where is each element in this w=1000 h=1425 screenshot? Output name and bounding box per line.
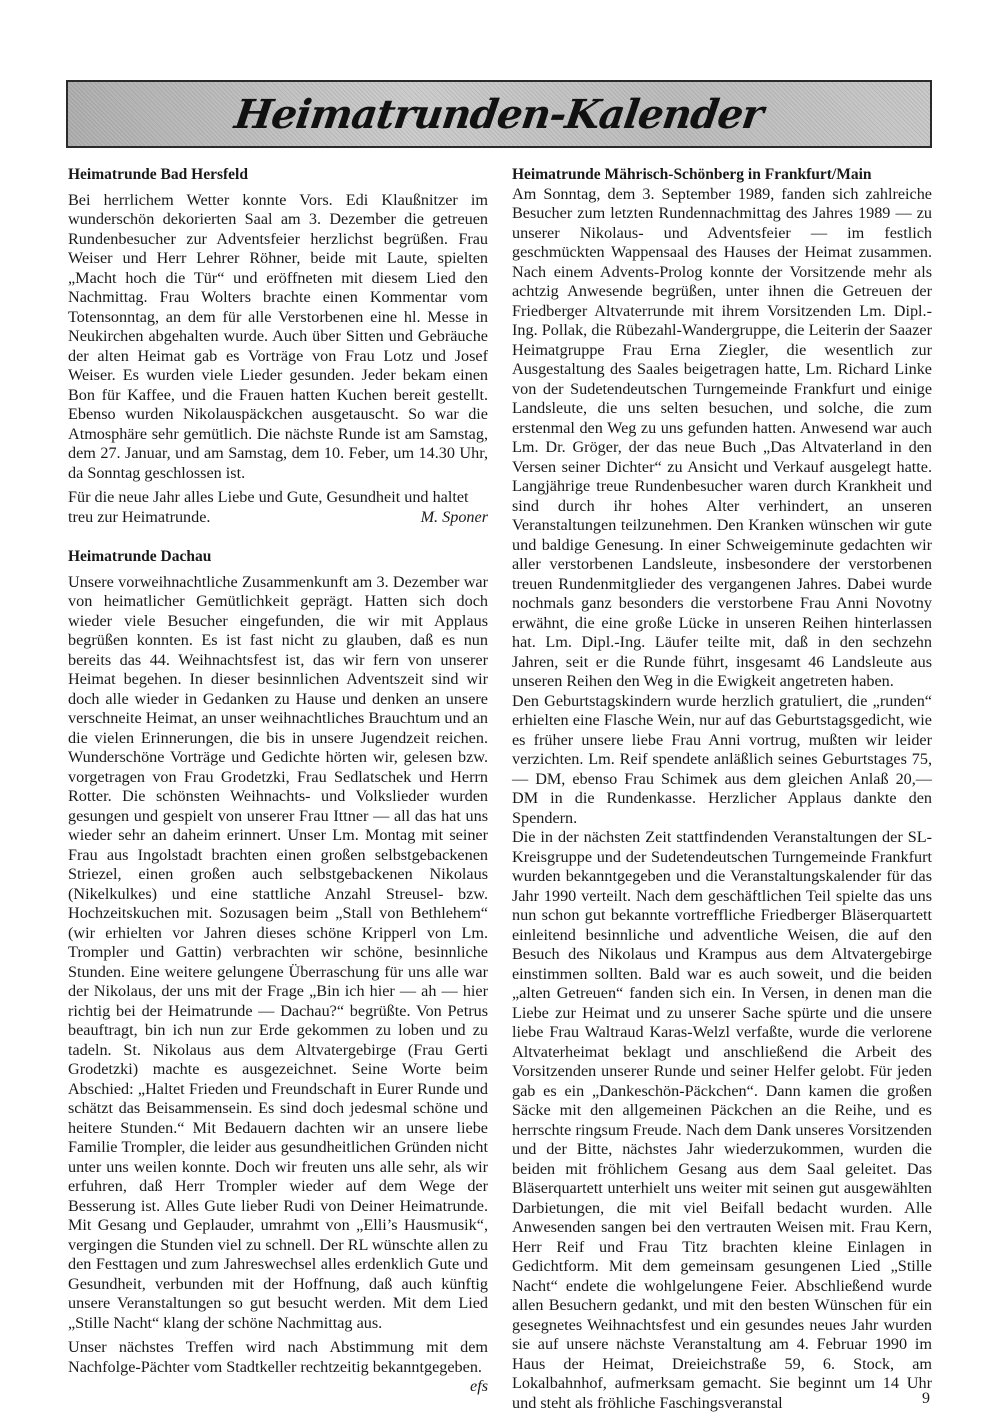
article-heading: Heimatrunde Bad Hersfeld <box>68 166 248 183</box>
article-dachau <box>68 547 488 1397</box>
right-column <box>512 165 932 1413</box>
article-paragraph: Unser nächstes Treffen wird nach Abstimmung mit dem Nachfolge-Pächter vom Stadtkeller rechtzeitig bekanntgegeben. <box>68 1338 488 1376</box>
article-paragraph: Den Geburtstagskindern wurde herzlich gratuliert, die „runden“ erhielten eine Flasche Wein, nur auf das Geburtstagsgedicht, wie es früher unsere liebe Frau Anni vortrug, mußten wir leider verzichten. Lm. Reif spendete anläßlich seines Geburtstages 75,— DM, ebenso Frau Schimek aus dem gleichen Anlaß 20,— DM in die Rundenkasse. Herzlicher Applaus dankte den Spendern. <box>512 691 932 827</box>
author-signature: efs <box>470 1377 488 1395</box>
article-paragraph: Die in der nächsten Zeit stattfindenden Veranstaltungen der SL-Kreisgruppe und der Sudetendeutschen Turngemeinde Frankfurt wurden bekanntgegeben und die Veranstaltungskalender für das Jahr 1990 verteilt. Nach dem geschäftlichen Teil spielte das uns nun schon gut bekannte vortreffliche Friedberger Bläserquartett einleitend besinnliche und adventliche Weisen, die auf den Besuch des Nikolaus und Krampus aus dem Altvatergebirge einstimmen sollten. Bald war es auch soweit, und die beiden „alten Getreuen“ fanden sich ein. In Versen, in denen man die Liebe zur Heimat und zu unserer Sache spürte und die unsere liebe Frau Waltraud Karas-Welzl verfaßte, wurde die verlorene Altvaterheimat beklagt und anschließend die Arbeit des Vorsitzenden unserer Runde und seiner Helfer gelobt. Für jeden gab es ein „Dankeschön-Päckchen“. Dann kamen die großen Säcke mit den allgemeinen Päckchen an die Reihe, und es herrschte ringsum Freude. Nach dem Dank unseres Vorsitzenden und der Bitte, nächstes Jahr wiederzukommen, wurden die beiden mit fröhlichem Gesang aus dem Saal geleitet. Das Bläserquartett unterhielt uns weiter mit seinen gut ausgewählten Darbietungen, die mit viel Beifall bedacht wurden. Alle Anwesenden sangen bei den vertrauten Weisen mit. Frau Kern, Herr Reif und Frau Titz brachten kleine Einlagen in Gedichtform. Mit dem gemeinsam gesungenen Lied „Stille Nacht“ endete die wohlgelungene Feier. Abschließend wurde allen Besuchern gedankt, und mit den besten Wünschen für ein gesegnetes Weihnachtsfest und ein gesundes neues Jahr wurden sie auf unsere nächste Veranstaltung am 4. Februar 1990 im Haus der Heimat, Dreieichstraße 59, 6. Stock, am Lokalbahnhof, aufmerksam gemacht. Sie beginnt um 14 Uhr und steht als fröhliche Faschingsveranstal <box>512 828 932 1412</box>
article-paragraph: Unsere vorweihnachtliche Zusammenkunft am 3. Dezember war von heimatlicher Gemütlichkeit geprägt. Hatten sich doch wieder viele Besucher eingefunden, die wir mit Applaus begrüßen konnten. Es ist fast nicht zu glauben, daß es nun bereits das 44. Weihnachtsfest ist, das wir fern von unserer Heimat begehen. In dieser besinnlichen Adventszeit sind wir doch alle wieder in Gedanken zu Hause und denken an unsere verschneite Heimat, an unser weihnachtliches Brauchtum und an die vielen Erinnerungen, die bis in unsere Jugendzeit reichen. Wunderschöne Vorträge und Gedichte hörten wir, gelesen bzw. vorgetragen von Frau Grodetzki, Frau Sedlatschek und Herrn Rotter. Die schönsten Weihnachts- und Volkslieder wurden gesungen und gespielt von unserer Frau Ittner — all das hat uns wieder sehr an daheim erinnert. Unser Lm. Montag mit seiner Frau aus Ingolstadt brachten einen großen selbstgebackenen Striezel, einen großen auch selbstgebackenen Nikolaus (Nikelkulkes) und eine stattliche Anzahl Streusel- bzw. Hochzeitskuchen mit. Sozusagen beim „Stall von Bethlehem“ (wir erhielten vor Jahren dieses schöne Kripperl von Lm. Trompler und Gattin) verbrachten wir schöne, besinnliche Stunden. Eine weitere gelungene Überraschung für uns alle war der Nikolaus, der uns mit der Frage „Bin ich hier — ah — hier richtig bei der Heimatrunde — Dachau?“ begrüßte. Von Petrus beauftragt, bin ich nun zur Erde gekommen zu loben und zu tadeln. St. Nikolaus aus dem Altvatergebirge (Frau Gerti Grodetzki) machte es ausgezeichnet. Seine Worte beim Abschied: „Haltet Frieden und Freundschaft in Eurer Runde und schätzt das Beisammensein. Es sind doch jedesmal schöne und heitere Stunden.“ Mit Bedauern dachten wir an unsere liebe Familie Trompler, die leider aus gesundheitlichen Gründen nicht unter uns weilen konnte. Doch wir freuten uns alle sehr, als wir erfuhren, daß Herr Trompler wieder auf dem Wege der Besserung ist. Alles Gute lieber Rudi von Deiner Heimatrunde. Mit Gesang und Geplauder, umrahmt von „Elli’s Hausmusik“, vergingen die Stunden viel zu schnell. Der RL wünschte allen zu den Festtagen und zum Jahreswechsel alles erdenklich Gute und Gesundheit, verbunden mit der Hoffnung, daß auch künftig unsere Veranstaltungen so gut besucht werden. Mit dem Lied „Stille Nacht“ klang der schöne Nachmittag aus. <box>68 572 488 1332</box>
article-paragraph: Für die neue Jahr alles Liebe und Gute, Gesundheit und haltet <box>68 488 469 506</box>
closing-line: treu zur Heimatrunde. <box>68 507 211 526</box>
article-maehrisch-schoenberg <box>512 165 932 1413</box>
article-paragraph: Bei herrlichem Wetter konnte Vors. Edi Klaußnitzer im wunderschön dekorierten Saal am 3. Dezember die getreuen Rundenbesucher zur Adventsfeier herzlichst begrüßen. Frau Weiser und Herr Lehrer Röhner, beide mit Laute, spielten „Macht hoch die Tür“ und eröffneten mit diesem Lied den Nachmittag. Frau Wolters brachte einen Kommentar vom Totensonntag, an dem für alle Verstorbenen eine hl. Messe in Neukirchen abgehalten wurde. Auch über Sitten und Gebräuche der alten Heimat gab es Vorträge von Frau Lotz und Josef Weiser. Es wurden viele Lieder gesunden. Jeder bekam einen Bon für Kaffee, und die Frauen hatten Kuchen bereit gestellt. Ebenso wurden Nikolauspäckchen ausgetauscht. So war die Atmosphäre sehr gemütlich. Die nächste Runde ist am Samstag, dem 27. Januar, und am Samstag, dem 10. Feber, um 14.30 Uhr, da Sonntag geschlossen ist. <box>68 190 488 482</box>
author-signature: M. Sponer <box>420 507 488 526</box>
article-paragraph: Am Sonntag, dem 3. September 1989, fanden sich zahlreiche Besucher zum letzten Rundennachmittag des Jahres 1989 — zu unserer Nikolaus- und Adventsfeier — im festlich geschmückten Wappensaal des Hauses der Heimat zusammen. Nach einem Advents-Prolog konnte der Vorsitzende mehr als achtzig Anwesende begrüßen, unter ihnen die Getreuen der Friedberger Altvaterrunde mit ihrem Vorsitzenden Lm. Dipl.-Ing. Pollak, die Rübezahl-Wandergruppe, die Leiterin der Saazer Heimatgruppe Frau Erna Ziegler, die wesentlich zur Ausgestaltung des Saales beigetragen hatte, Lm. Richard Linke von der Sudetendeutschen Turngemeinde Frankfurt und einige Landsleute, die uns selten besuchen, und solche, die zum erstenmal den Weg zu uns gefunden hatten. Anwesend war auch Lm. Dr. Gröger, der das neue Buch „Das Altvaterland in den Versen seiner Dichter“ zu Ansicht und Verkauf ausgelegt hatte. Langjährige treue Rundenbesucher waren durch Krankheit und sind durch ihr hohes Alter verhindert, an unseren Veranstaltungen teilzunehmen. Den Kranken wünschen wir gute und baldige Genesung. In einer Schweigeminute gedachten wir aller verstorbenen Landsleute, insbesondere der verstorbenen treuen Rundenmitglieder des vergangenen Jahres. Dabei wurde nochmals ganz besonders die verstorbene Frau Anni Novotny erwähnt, die eine große Lücke in unseren Reihen hinterlassen hat. Lm. Dipl.-Ing. Läufer teilte mit, daß in den sechzehn Jahren, seit er die Runde führt, insgesamt 46 Landsleute aus unseren Reihen den Weg in die Ewigkeit angetreten haben. <box>512 184 932 690</box>
article-heading: Heimatrunde Dachau <box>68 548 212 565</box>
article-heading: Heimatrunde Mährisch-Schönberg in Frankfurt/Main <box>512 166 872 183</box>
header-banner <box>66 80 932 148</box>
page-title: Heimatrunden-Kalender <box>231 90 767 138</box>
left-column <box>68 165 488 1397</box>
article-bad-hersfeld <box>68 165 488 527</box>
page-number: 9 <box>922 1390 930 1407</box>
